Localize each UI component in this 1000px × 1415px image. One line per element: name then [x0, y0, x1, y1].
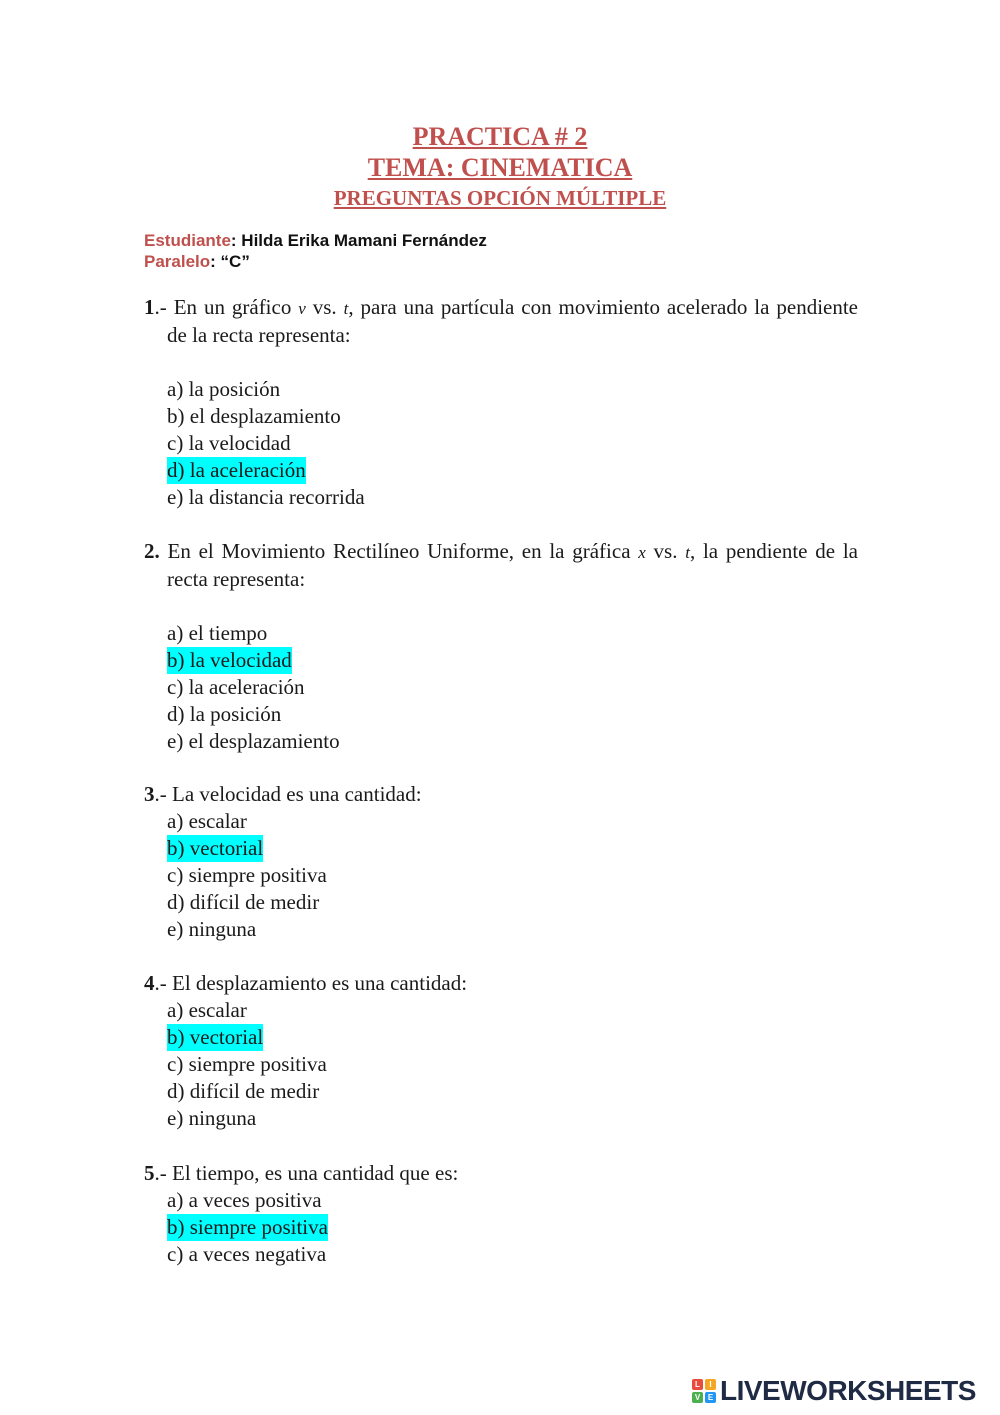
option-d[interactable]: d) difícil de medir: [167, 890, 320, 914]
options-list: [144, 1187, 858, 1268]
variable-t: t: [685, 543, 690, 562]
student-name: : Hilda Erika Mamani Fernández: [230, 231, 487, 250]
option-b-selected[interactable]: b) vectorial: [167, 836, 264, 860]
option-b-selected[interactable]: b) siempre positiva: [167, 1215, 328, 1239]
question-number: 4: [144, 971, 155, 995]
question-text: En el Movimiento Rectilíneo Uniforme, en la gráfica: [167, 539, 639, 563]
question-4: [144, 970, 858, 1132]
options-list: [144, 620, 858, 755]
question-number: 5: [144, 1161, 155, 1185]
question-stem: [144, 1160, 858, 1187]
option-b-selected[interactable]: b) la velocidad: [167, 648, 292, 672]
question-text: , la pendiente de la recta representa:: [167, 539, 858, 591]
question-2: [144, 538, 858, 755]
option-a[interactable]: a) escalar: [167, 998, 247, 1022]
variable-t: t: [343, 299, 349, 318]
question-stem: [144, 781, 858, 808]
option-c[interactable]: c) siempre positiva: [167, 1052, 327, 1076]
question-stem: [144, 970, 858, 997]
question-separator: .-: [154, 782, 172, 806]
question-stem: [144, 294, 858, 349]
worksheet-subtitle: PREGUNTAS OPCIÓN MÚLTIPLE: [333, 186, 667, 210]
class-value: : “C”: [210, 252, 250, 271]
variable-v: v: [298, 299, 306, 318]
brand-name: LIVEWORKSHEETS: [720, 1375, 976, 1406]
option-a[interactable]: a) a veces positiva: [167, 1188, 322, 1212]
question-separator: .-: [154, 971, 172, 995]
question-separator: [160, 539, 168, 563]
option-e[interactable]: e) la distancia recorrida: [167, 485, 365, 509]
class-row: [144, 251, 487, 272]
option-b[interactable]: b) el desplazamiento: [167, 404, 341, 428]
option-a[interactable]: a) escalar: [167, 809, 247, 833]
liveworksheets-brand[interactable]: [692, 1374, 976, 1408]
worksheet-title: PRACTICA # 2: [412, 122, 588, 151]
option-a[interactable]: a) la posición: [167, 377, 281, 401]
question-text: vs.: [305, 295, 344, 319]
question-number: 1: [144, 295, 155, 319]
question-text: En un gráfico: [173, 295, 299, 319]
question-text: , para una partícula con movimiento acelerado la pendiente de la recta representa:: [167, 295, 859, 347]
worksheet-topic: TEMA: CINEMATICA: [367, 153, 633, 182]
liveworksheets-logo-icon: L I V E: [692, 1379, 716, 1403]
question-text: vs.: [645, 539, 686, 563]
question-text: El desplazamiento es una cantidad:: [172, 971, 468, 995]
option-d-selected[interactable]: d) la aceleración: [167, 458, 306, 482]
options-list: [144, 376, 858, 511]
question-separator: .-: [154, 1161, 172, 1185]
options-list: [144, 997, 858, 1132]
option-a[interactable]: a) el tiempo: [167, 621, 268, 645]
question-3: [144, 781, 858, 943]
student-row: [144, 230, 487, 251]
option-c[interactable]: c) la aceleración: [167, 675, 305, 699]
question-text: El tiempo, es una cantidad que es:: [172, 1161, 459, 1185]
option-d[interactable]: d) la posición: [167, 702, 282, 726]
option-c[interactable]: c) siempre positiva: [167, 863, 327, 887]
option-e[interactable]: e) ninguna: [167, 917, 257, 941]
question-5: [144, 1160, 858, 1268]
option-c[interactable]: c) a veces negativa: [167, 1242, 327, 1266]
option-e[interactable]: e) el desplazamiento: [167, 729, 340, 753]
question-number: 2.: [144, 539, 160, 563]
question-separator: .-: [154, 295, 174, 319]
options-list: [144, 808, 858, 943]
option-d[interactable]: d) difícil de medir: [167, 1079, 320, 1103]
option-b-selected[interactable]: b) vectorial: [167, 1025, 264, 1049]
student-label: Estudiante: [144, 231, 231, 250]
option-e[interactable]: e) ninguna: [167, 1106, 257, 1130]
title-block: [0, 121, 1000, 214]
question-text: La velocidad es una cantidad:: [172, 782, 422, 806]
option-c[interactable]: c) la velocidad: [167, 431, 291, 455]
student-info: [144, 230, 487, 272]
question-stem: [144, 538, 858, 593]
variable-x: x: [638, 543, 646, 562]
class-label: Paralelo: [144, 252, 211, 271]
question-number: 3: [144, 782, 155, 806]
question-1: [144, 294, 858, 511]
